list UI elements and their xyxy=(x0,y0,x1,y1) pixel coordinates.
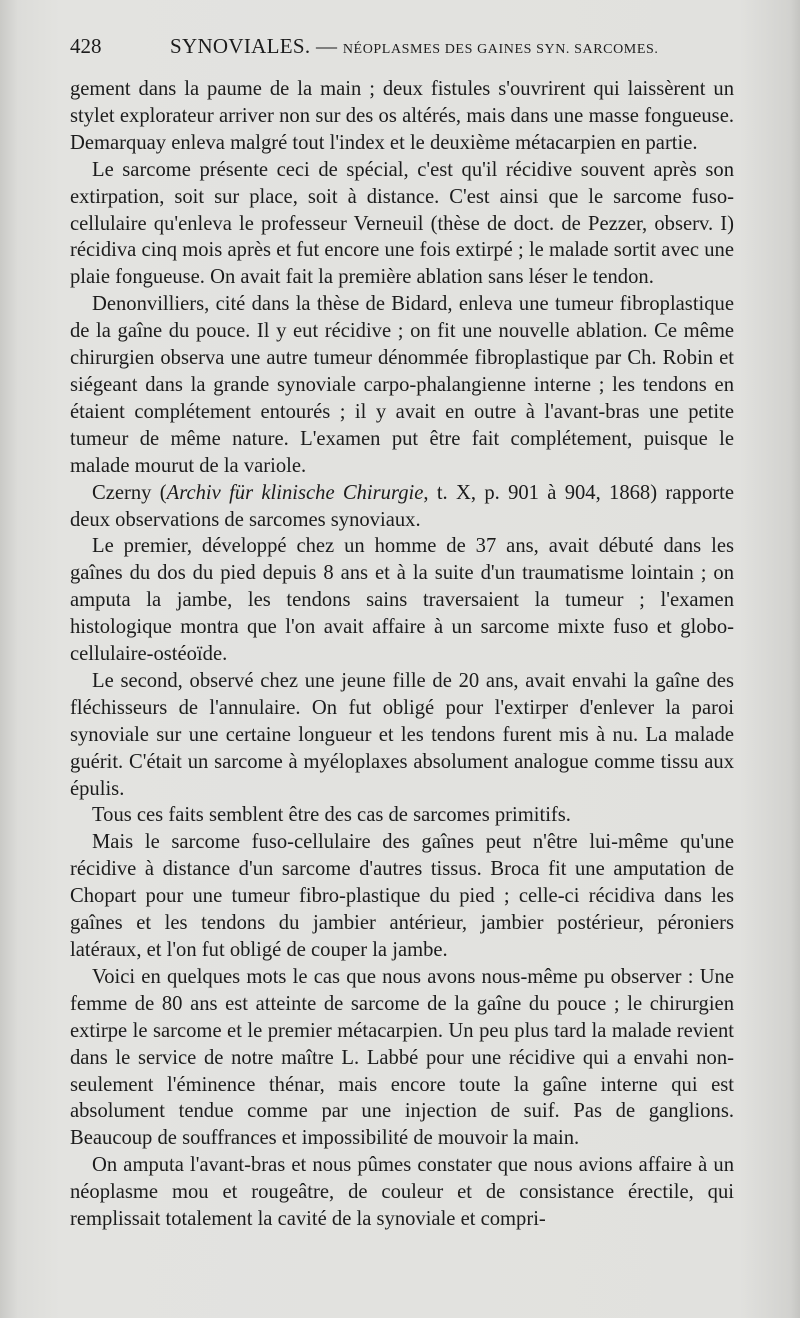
running-head-subtitle: NÉOPLASMES DES GAINES SYN. SARCOMES. xyxy=(342,42,659,57)
paragraph: Denonvilliers, cité dans la thèse de Bidard, enleva une tumeur fibroplastique de la gaîne du pouce. Il y eut récidive ; on fit une nouvelle ablation. Ce même chirurgien observa une autre tumeur dénommée fibroplastique par Ch. Robin et siégeant dans la grande synoviale carpo-phalangienne interne ; les tendons en étaient complétement entourés ; il y avait en outre à l'avant-bras une petite tumeur de même nature. L'examen put être fait complétement, puisque le malade mourut de la variole. xyxy=(70,293,734,477)
running-head-title: SYNOVIALES. xyxy=(170,34,311,58)
paragraph: Mais le sarcome fuso-cellulaire des gaînes peut n'être lui-même qu'une récidive à distance d'un sarcome d'autres tissus. Broca fit une amputation de Chopart pour une tumeur fibro-plastique du pied ; celle-ci récidiva dans les gaînes et les tendons du jambier antérieur, jambier postérieur, péroniers latéraux, et l'on fut obligé de couper la jambe. xyxy=(70,831,734,961)
page-header xyxy=(70,34,740,62)
paragraph-czerny xyxy=(70,480,734,534)
paragraph: On amputa l'avant-bras et nous pûmes constater que nous avions affaire à un néoplasme mou et rougeâtre, de couleur et de consistance érectile, qui remplissait totalement la cavité de la synoviale et compri- xyxy=(70,1154,734,1231)
czerny-author: Czerny ( xyxy=(92,481,167,504)
czerny-citation-rest: , t. X, p. 901 à 904, 1868) rapporte deux observations de sarcomes synoviaux. xyxy=(70,481,734,531)
paragraph: Le sarcome présente ceci de spécial, c'est qu'il récidive souvent après son extirpation, soit sur place, soit à distance. C'est ainsi que le sarcome fuso-cellulaire qu'enleva le professeur Verneuil (thèse de doct. de Pezzer, observ. I) récidiva cinq mois après et fut encore une fois extirpé ; le malade sortit avec une plaie fongueuse. On avait fait la première ablation sans léser le tendon. xyxy=(70,158,734,289)
paragraph: Tous ces faits semblent être des cas de sarcomes primitifs. xyxy=(92,804,571,827)
paragraph: Le premier, développé chez un homme de 37 ans, avait débuté dans les gaînes du dos du pied depuis 8 ans et à la suite d'un traumatisme lointain ; on amputa la jambe, les tendons sains traversaient la tumeur ; l'examen histologique montra que l'on avait affaire à un sarcome mixte fuso et globo-cellulaire-ostéoïde. xyxy=(70,535,734,666)
paragraph: Voici en quelques mots le cas que nous avons nous-même pu observer : Une femme de 80 ans est atteinte de sarcome de la gaîne du pouce ; le chirurgien extirpe le sarcome et le premier métacarpien. Un peu plus tard la malade revient dans le service de notre maître L. Labbé pour une récidive qui a envahi non-seulement l'éminence thénar, mais encore toute la gaîne interne qui est absolument tendue comme par une injection de suif. Pas de ganglions. Beaucoup de souffrances et impossibilité de mouvoir la main. xyxy=(70,965,734,1150)
running-head-dash: — xyxy=(315,34,338,58)
czerny-journal-title: Archiv für klinische Chirurgie xyxy=(166,481,424,504)
running-head xyxy=(170,34,658,59)
paragraph-continuation: gement dans la paume de la main ; deux fistules s'ouvrirent qui laissèrent un stylet explorateur arriver non sur des os altérés, mais dans une masse fongueuse. Demarquay enleva malgré tout l'index et le deuxième métacarpien en partie. xyxy=(70,78,734,154)
body-text xyxy=(70,76,734,1233)
page-number: 428 xyxy=(70,34,102,58)
paragraph: Le second, observé chez une jeune fille de 20 ans, avait envahi la gaîne des fléchisseurs de l'annulaire. On fut obligé pour l'extirper d'enlever la paroi synoviale sur une certaine longueur et les tendons furent mis à nu. La malade guérit. C'était un sarcome à myéloplaxes absolument analogue comme tissu aux épulis. xyxy=(70,669,734,800)
